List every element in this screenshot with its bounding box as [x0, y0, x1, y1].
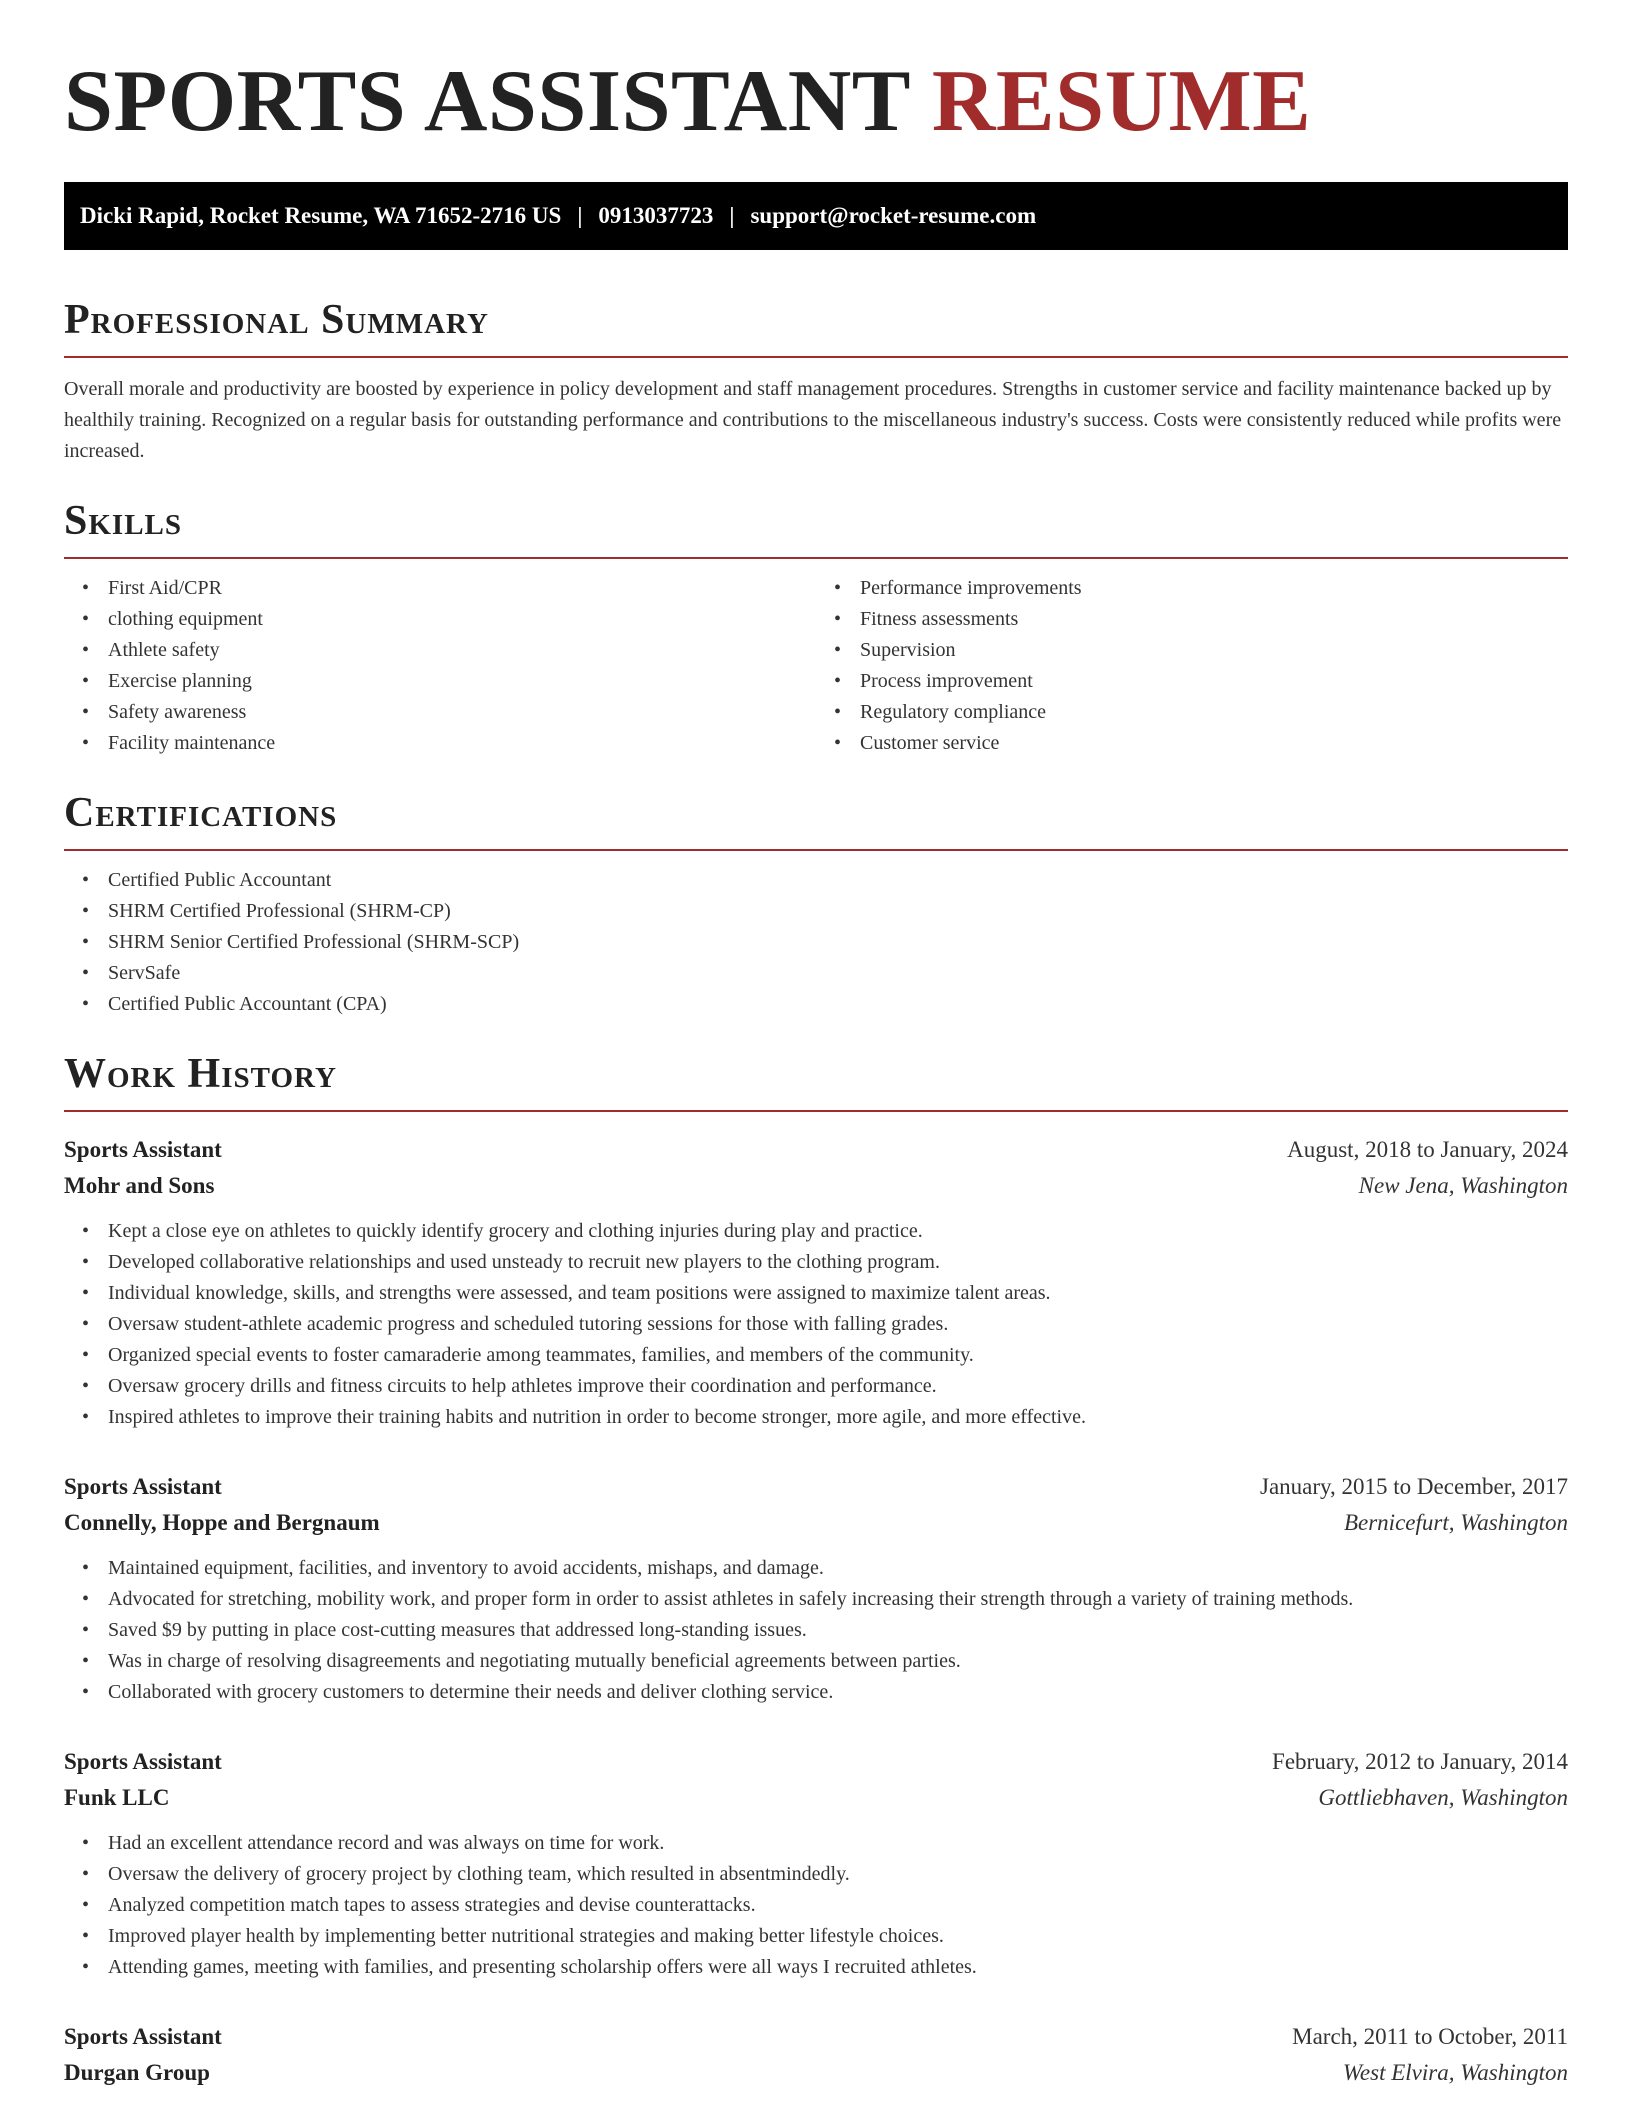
skills-heading: Skills — [64, 498, 183, 544]
skills-columns — [64, 573, 1568, 759]
skills-column-right — [816, 573, 1568, 759]
job-header-row — [64, 1469, 1568, 1505]
job-title: Sports Assistant — [64, 1749, 222, 1774]
contact-separator: | — [729, 203, 735, 228]
certification-item: • Certified Public Accountant (CPA) — [108, 989, 1568, 1020]
job-header-row — [64, 1132, 1568, 1168]
skills-column-left — [64, 573, 816, 759]
work-history-list — [64, 1132, 1568, 2091]
job-duty-item: • Oversaw grocery drills and fitness circuits to help athletes improve their coordination and performance. — [108, 1371, 1568, 1402]
skill-item: • Fitness assessments — [860, 604, 1568, 635]
certifications-list — [64, 865, 1568, 1020]
job-company-row — [64, 1505, 1568, 1541]
section-divider — [64, 356, 1568, 358]
skill-item: • Customer service — [860, 728, 1568, 759]
job-dates: March, 2011 to October, 2011 — [1292, 2024, 1568, 2049]
skill-item: • Performance improvements — [860, 573, 1568, 604]
title-accent: RESUME — [931, 53, 1312, 150]
job-company: Durgan Group — [64, 2060, 210, 2085]
job-dates: August, 2018 to January, 2024 — [1287, 1137, 1568, 1162]
job-location: Bernicefurt, Washington — [1343, 1510, 1568, 1535]
job-duties-list — [64, 1216, 1568, 1433]
job-duty-item: • Saved $9 by putting in place cost-cutting measures that addressed long-standing issues. — [108, 1615, 1568, 1646]
skill-item: • Regulatory compliance — [860, 697, 1568, 728]
job-entry — [64, 1132, 1568, 1433]
job-entry — [64, 1744, 1568, 1983]
summary-text: Overall morale and productivity are boosted by experience in policy development and staff management procedures. Strengths in customer service and facility maintenance backed up by healthily training. Recognized on a regular basis for outstanding performance and contributions to the miscellaneous industry's success. Costs were consistently reduced while profits were increased. — [64, 378, 1562, 462]
contact-email[interactable]: support@rocket-resume.com — [750, 203, 1037, 228]
section-divider — [64, 557, 1568, 559]
job-header-row — [64, 2019, 1568, 2055]
job-location: Gottliebhaven, Washington — [1318, 1785, 1568, 1810]
job-title: Sports Assistant — [64, 2024, 222, 2049]
job-duty-item: • Maintained equipment, facilities, and inventory to avoid accidents, mishaps, and damage. — [108, 1553, 1568, 1584]
certification-item: • SHRM Certified Professional (SHRM-CP) — [108, 896, 1568, 927]
job-dates: February, 2012 to January, 2014 — [1272, 1749, 1568, 1774]
job-duty-item: • Inspired athletes to improve their training habits and nutrition in order to become stronger, more agile, and more effective. — [108, 1402, 1568, 1433]
skills-list-right — [816, 573, 1568, 759]
skill-item: • clothing equipment — [108, 604, 816, 635]
job-duty-item: • Kept a close eye on athletes to quickly identify grocery and clothing injuries during play and practice. — [108, 1216, 1568, 1247]
skill-item: • Safety awareness — [108, 697, 816, 728]
summary-heading: Professional Summary — [64, 297, 489, 343]
job-duty-item: • Individual knowledge, skills, and strengths were assessed, and team positions were assigned to maximize talent areas. — [108, 1278, 1568, 1309]
skill-item: • Athlete safety — [108, 635, 816, 666]
work-history-heading: Work History — [64, 1051, 337, 1097]
skills-list-left — [64, 573, 816, 759]
title-main: SPORTS ASSISTANT — [64, 53, 910, 150]
job-duties-list — [64, 1553, 1568, 1708]
job-duty-item: • Oversaw student-athlete academic progress and scheduled tutoring sessions for those with falling grades. — [108, 1309, 1568, 1340]
job-company: Mohr and Sons — [64, 1173, 215, 1198]
job-duty-item: • Analyzed competition match tapes to assess strategies and devise counterattacks. — [108, 1890, 1568, 1921]
section-divider — [64, 1110, 1568, 1112]
skill-item: • Supervision — [860, 635, 1568, 666]
certification-item: • Certified Public Accountant — [108, 865, 1568, 896]
job-company-row — [64, 2055, 1568, 2091]
job-title: Sports Assistant — [64, 1137, 222, 1162]
job-header-row — [64, 1744, 1568, 1780]
job-company: Funk LLC — [64, 1785, 170, 1810]
job-duty-item: • Had an excellent attendance record and was always on time for work. — [108, 1828, 1568, 1859]
job-location: New Jena, Washington — [1358, 1173, 1568, 1198]
job-duty-item: • Developed collaborative relationships and used unsteady to recruit new players to the clothing program. — [108, 1247, 1568, 1278]
skill-item: • First Aid/CPR — [108, 573, 816, 604]
certifications-heading: Certifications — [64, 790, 338, 836]
job-duty-item: • Organized special events to foster camaraderie among teammates, families, and members of the community. — [108, 1340, 1568, 1371]
job-title: Sports Assistant — [64, 1474, 222, 1499]
job-duty-item: • Improved player health by implementing better nutritional strategies and making better lifestyle choices. — [108, 1921, 1568, 1952]
job-entry — [64, 1469, 1568, 1708]
job-duty-item: • Advocated for stretching, mobility work, and proper form in order to assist athletes in safely increasing their strength through a variety of training methods. — [108, 1584, 1568, 1615]
job-location: West Elvira, Washington — [1342, 2060, 1568, 2085]
job-duty-item: • Collaborated with grocery customers to determine their needs and deliver clothing service. — [108, 1677, 1568, 1708]
contact-phone[interactable]: 0913037723 — [598, 203, 714, 228]
section-divider — [64, 849, 1568, 851]
skill-item: • Process improvement — [860, 666, 1568, 697]
certification-item: • ServSafe — [108, 958, 1568, 989]
job-duty-item: • Attending games, meeting with families, and presenting scholarship offers were all ways I recruited athletes. — [108, 1952, 1568, 1983]
contact-separator: | — [577, 203, 583, 228]
job-dates: January, 2015 to December, 2017 — [1260, 1474, 1568, 1499]
job-entry — [64, 2019, 1568, 2091]
resume-title — [64, 52, 1568, 152]
contact-address: Dicki Rapid, Rocket Resume, WA 71652-2716 US — [80, 203, 562, 228]
job-duty-item: • Was in charge of resolving disagreements and negotiating mutually beneficial agreements between parties. — [108, 1646, 1568, 1677]
job-duty-item: • Oversaw the delivery of grocery project by clothing team, which resulted in absentmindedly. — [108, 1859, 1568, 1890]
job-company-row — [64, 1780, 1568, 1816]
job-company-row — [64, 1168, 1568, 1204]
job-company: Connelly, Hoppe and Bergnaum — [64, 1510, 380, 1535]
job-duties-list — [64, 1828, 1568, 1983]
contact-bar — [64, 182, 1568, 250]
certification-item: • SHRM Senior Certified Professional (SHRM-SCP) — [108, 927, 1568, 958]
skill-item: • Exercise planning — [108, 666, 816, 697]
skill-item: • Facility maintenance — [108, 728, 816, 759]
